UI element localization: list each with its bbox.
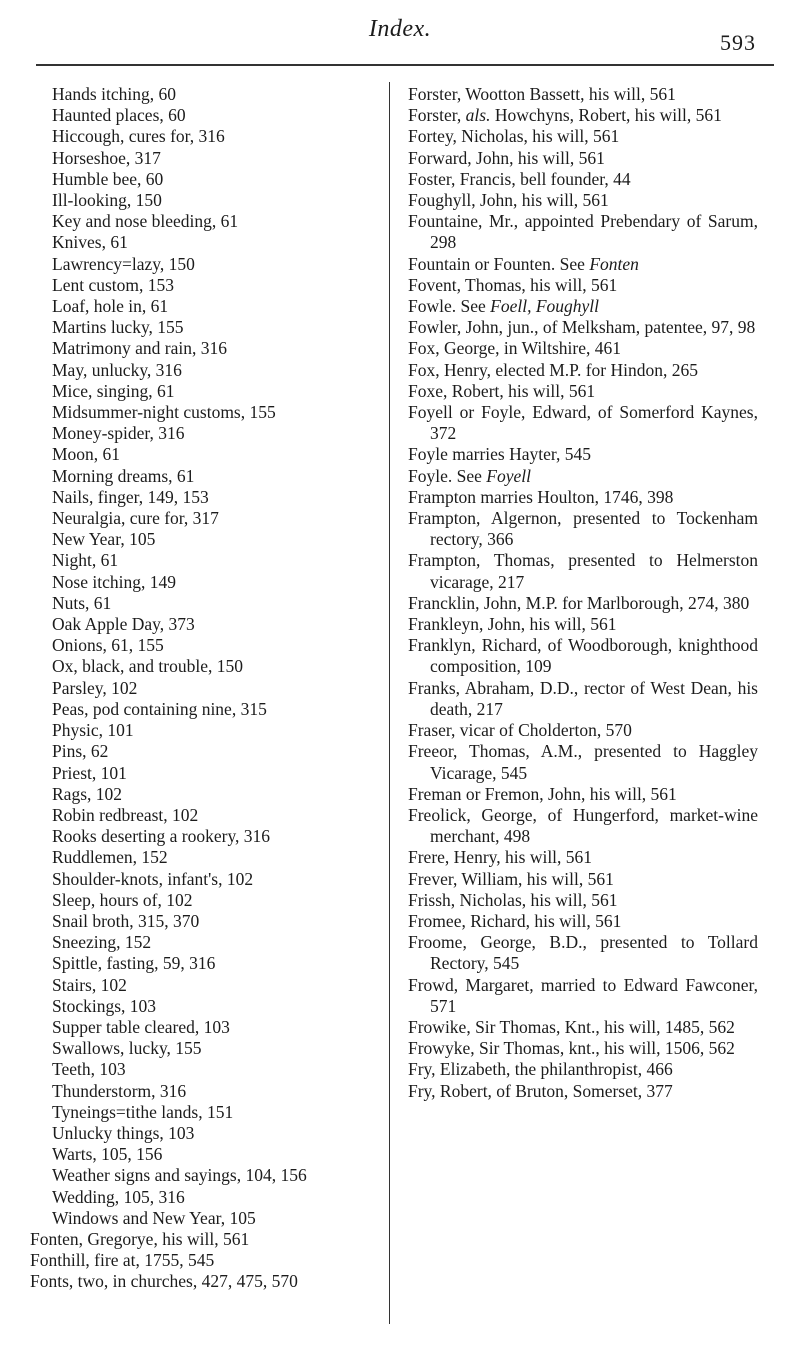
index-entry: Thunderstorm, 316 bbox=[52, 1080, 187, 1101]
page-header bbox=[0, 0, 800, 62]
page-number: 593 bbox=[720, 30, 756, 55]
index-entry: Ruddlemen, 152 bbox=[52, 847, 168, 868]
index-entry: Lent custom, 153 bbox=[52, 274, 174, 295]
index-entry: Frankleyn, John, his will, 561 bbox=[408, 614, 617, 635]
index-entry: Fovent, Thomas, his will, 561 bbox=[408, 274, 618, 295]
index-entry: Knives, 61 bbox=[52, 232, 128, 253]
index-entry: Night, 61 bbox=[52, 550, 119, 571]
index-entry: Fox, George, in Wiltshire, 461 bbox=[408, 338, 622, 359]
index-entry: Foughyll, John, his will, 561 bbox=[408, 190, 609, 211]
index-entry bbox=[408, 105, 758, 126]
index-column-right bbox=[408, 84, 758, 1102]
index-entry: Horseshoe, 317 bbox=[52, 147, 161, 168]
index-entry: Supper table cleared, 103 bbox=[52, 1016, 230, 1037]
index-entry: Pins, 62 bbox=[52, 741, 109, 762]
index-entry: Freolick, George, of Hungerford, market-wine merchant, 498 bbox=[408, 804, 758, 847]
index-entry: Spittle, fasting, 59, 316 bbox=[52, 953, 216, 974]
index-entry-italic: Fonten bbox=[589, 253, 639, 274]
index-entry: Franklyn, Richard, of Woodborough, knighthood composition, 109 bbox=[408, 635, 758, 677]
index-entry: Fry, Elizabeth, the philanthropist, 466 bbox=[408, 1059, 673, 1080]
index-entry: Hands itching, 60 bbox=[52, 84, 176, 104]
index-entry: Parsley, 102 bbox=[52, 677, 138, 698]
index-entry-italic: als. bbox=[465, 105, 491, 126]
index-entry: Tyneings=tithe lands, 151 bbox=[52, 1101, 234, 1122]
index-entry: Midsummer-night customs, 155 bbox=[52, 402, 276, 423]
index-entry: Neuralgia, cure for, 317 bbox=[52, 508, 219, 529]
index-entry: Morning dreams, 61 bbox=[52, 465, 195, 486]
index-entry: Fowler, John, jun., of Melksham, patentee, 97, 98 bbox=[408, 317, 756, 338]
index-entry: Ox, black, and trouble, 150 bbox=[52, 656, 243, 677]
header-rule bbox=[36, 64, 774, 66]
index-entry: Frampton, Algernon, presented to Tockenham rectory, 366 bbox=[408, 508, 758, 550]
index-entry: Franks, Abraham, D.D., rector of West Dean, his death, 217 bbox=[408, 677, 758, 719]
index-entry: Peas, pod containing nine, 315 bbox=[52, 698, 267, 719]
index-entry: Warts, 105, 156 bbox=[52, 1144, 163, 1165]
index-entry: Robin redbreast, 102 bbox=[52, 804, 199, 825]
index-entry: Nuts, 61 bbox=[52, 592, 112, 613]
index-entry: Forward, John, his will, 561 bbox=[408, 147, 605, 168]
index-entry: Priest, 101 bbox=[52, 762, 127, 783]
index-entry: Nose itching, 149 bbox=[52, 571, 176, 592]
index-entry: Freman or Fremon, John, his will, 561 bbox=[408, 783, 677, 804]
index-entry: Mice, singing, 61 bbox=[52, 380, 175, 401]
index-entry bbox=[408, 296, 758, 317]
index-entry-text: Foyle. See bbox=[408, 465, 487, 486]
index-entry: May, unlucky, 316 bbox=[52, 359, 182, 380]
index-entry-text: Howchyns, Robert, his will, 561 bbox=[490, 105, 722, 126]
index-entry: Fortey, Nicholas, his will, 561 bbox=[408, 126, 620, 147]
index-entry: Unlucky things, 103 bbox=[52, 1122, 195, 1143]
index-entry: Frever, William, his will, 561 bbox=[408, 868, 614, 889]
index-entry: Fromee, Richard, his will, 561 bbox=[408, 910, 622, 931]
index-entry bbox=[408, 254, 758, 275]
index-entry: Fonthill, fire at, 1755, 545 bbox=[30, 1250, 215, 1271]
index-entry: Foxe, Robert, his will, 561 bbox=[408, 380, 596, 401]
index-entry: Matrimony and rain, 316 bbox=[52, 338, 227, 359]
index-entry bbox=[408, 466, 758, 487]
index-entry: Moon, 61 bbox=[52, 444, 121, 465]
index-entry: Key and nose bleeding, 61 bbox=[52, 211, 239, 232]
index-entry: Teeth, 103 bbox=[52, 1059, 126, 1080]
index-entry: Lawrency=lazy, 150 bbox=[52, 253, 195, 274]
index-entry: Sleep, hours of, 102 bbox=[52, 889, 193, 910]
index-entry: Frowyke, Sir Thomas, knt., his will, 1506, 562 bbox=[408, 1038, 735, 1059]
index-entry-text: Forster, bbox=[408, 105, 466, 126]
index-entry: Onions, 61, 155 bbox=[52, 635, 164, 656]
index-entry: Fry, Robert, of Bruton, Somerset, 377 bbox=[408, 1080, 673, 1101]
index-entry: Frampton marries Houlton, 1746, 398 bbox=[408, 486, 674, 507]
index-entry: Stairs, 102 bbox=[52, 974, 127, 995]
index-entry: Snail broth, 315, 370 bbox=[52, 910, 200, 931]
index-entry: Frowd, Margaret, married to Edward Fawconer, 571 bbox=[408, 974, 758, 1016]
index-entry: Ill-looking, 150 bbox=[52, 190, 162, 211]
index-entry: Rooks deserting a rookery, 316 bbox=[52, 826, 271, 847]
index-entry: Loaf, hole in, 61 bbox=[52, 296, 169, 317]
index-entry: Rags, 102 bbox=[52, 783, 122, 804]
running-head: Index. bbox=[368, 16, 432, 42]
column-divider bbox=[389, 82, 390, 1324]
index-entry: Foster, Francis, bell founder, 44 bbox=[408, 168, 631, 189]
index-entry: Weather signs and sayings, 104, 156 bbox=[52, 1165, 307, 1186]
index-entry: Fox, Henry, elected M.P. for Hindon, 265 bbox=[408, 359, 699, 380]
index-entry: Fountaine, Mr., appointed Prebendary of Sarum, 298 bbox=[408, 211, 758, 253]
index-entry: Freeor, Thomas, A.M., presented to Haggley Vicarage, 545 bbox=[408, 741, 758, 783]
index-entry: Humble bee, 60 bbox=[52, 168, 164, 189]
index-entry: Windows and New Year, 105 bbox=[52, 1207, 256, 1228]
index-entry: Francklin, John, M.P. for Marlborough, 274, 380 bbox=[408, 592, 750, 613]
index-entry: Sneezing, 152 bbox=[52, 932, 152, 953]
index-entry: Fonten, Gregorye, his will, 561 bbox=[30, 1228, 250, 1249]
index-entry-text: Fountain or Founten. See bbox=[408, 253, 590, 274]
index-entry: Haunted places, 60 bbox=[52, 105, 186, 126]
index-entry-text: Fowle. See bbox=[408, 296, 491, 317]
index-entry: Froome, George, B.D., presented to Tollard Rectory, 545 bbox=[408, 932, 758, 974]
index-entry-italic: Foyell bbox=[486, 465, 531, 486]
index-entry: Frampton, Thomas, presented to Helmerston vicarage, 217 bbox=[408, 550, 758, 592]
index-entry: Foyle marries Hayter, 545 bbox=[408, 444, 591, 465]
index-entry: Shoulder-knots, infant's, 102 bbox=[52, 868, 254, 889]
index-entry: Fraser, vicar of Cholderton, 570 bbox=[408, 720, 632, 741]
index-entry: Stockings, 103 bbox=[52, 995, 157, 1016]
index-entry: Frere, Henry, his will, 561 bbox=[408, 847, 593, 868]
index-entry: Frissh, Nicholas, his will, 561 bbox=[408, 889, 618, 910]
index-entry: New Year, 105 bbox=[52, 529, 156, 550]
index-entry: Oak Apple Day, 373 bbox=[52, 614, 195, 635]
index-entry: Nails, finger, 149, 153 bbox=[52, 486, 209, 507]
index-entry: Foyell or Foyle, Edward, of Somerford Kaynes, 372 bbox=[408, 402, 758, 444]
index-entry: Forster, Wootton Bassett, his will, 561 bbox=[408, 84, 676, 104]
index-entry-italic: Foell, Foughyll bbox=[490, 296, 600, 317]
index-entry: Hiccough, cures for, 316 bbox=[52, 126, 225, 147]
index-entry: Wedding, 105, 316 bbox=[52, 1186, 185, 1207]
index-entry: Martins lucky, 155 bbox=[52, 317, 184, 338]
index-entry: Fonts, two, in churches, 427, 475, 570 bbox=[30, 1271, 298, 1292]
index-column-left bbox=[30, 84, 382, 1293]
index-entry: Swallows, lucky, 155 bbox=[52, 1038, 202, 1059]
index-entry: Physic, 101 bbox=[52, 720, 134, 741]
index-entry: Money-spider, 316 bbox=[52, 423, 185, 444]
index-entry: Frowike, Sir Thomas, Knt., his will, 1485, 562 bbox=[408, 1016, 735, 1037]
